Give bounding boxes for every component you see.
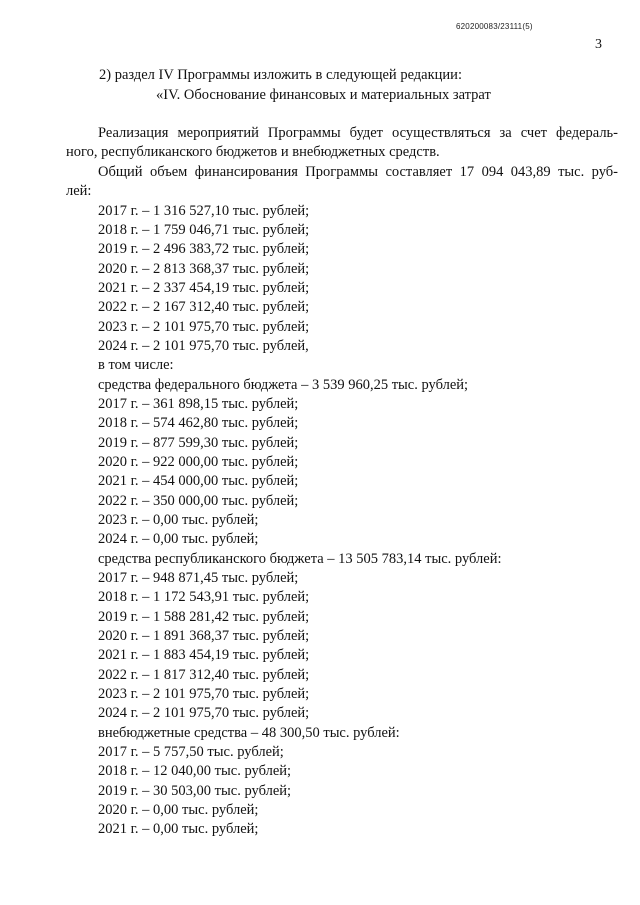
document-code: 620200083/23111(5) (456, 22, 533, 31)
republican-year-line: 2017 г. – 948 871,45 тыс. рублей; (98, 570, 299, 586)
page-number: 3 (595, 37, 602, 52)
paragraph-2-line-1: Общий объем финансирования Программы составляет 17 094 043,89 тыс. руб- (98, 164, 618, 180)
paragraph-1-line-1: Реализация мероприятий Программы будет осуществляться за счет федераль- (98, 125, 618, 141)
total-year-line: 2024 г. – 2 101 975,70 тыс. рублей, (98, 338, 309, 354)
extrabudgetary-header: внебюджетные средства – 48 300,50 тыс. рублей: (98, 725, 400, 741)
federal-year-line: 2023 г. – 0,00 тыс. рублей; (98, 512, 259, 528)
total-year-line: 2021 г. – 2 337 454,19 тыс. рублей; (98, 280, 310, 296)
total-year-line: 2018 г. – 1 759 046,71 тыс. рублей; (98, 222, 310, 238)
republican-year-line: 2021 г. – 1 883 454,19 тыс. рублей; (98, 647, 310, 663)
republican-year-line: 2022 г. – 1 817 312,40 тыс. рублей; (98, 667, 310, 683)
total-year-line: 2017 г. – 1 316 527,10 тыс. рублей; (98, 203, 310, 219)
total-year-line: 2023 г. – 2 101 975,70 тыс. рублей; (98, 319, 310, 335)
paragraph-2-line-2: лей: (66, 183, 92, 199)
federal-year-line: 2024 г. – 0,00 тыс. рублей; (98, 531, 259, 547)
federal-year-line: 2020 г. – 922 000,00 тыс. рублей; (98, 454, 299, 470)
extrabudgetary-year-line: 2018 г. – 12 040,00 тыс. рублей; (98, 763, 292, 779)
extrabudgetary-year-line: 2020 г. – 0,00 тыс. рублей; (98, 802, 259, 818)
federal-year-line: 2019 г. – 877 599,30 тыс. рублей; (98, 435, 299, 451)
including-label: в том числе: (98, 357, 174, 373)
total-year-line: 2020 г. – 2 813 368,37 тыс. рублей; (98, 261, 310, 277)
federal-year-line: 2021 г. – 454 000,00 тыс. рублей; (98, 473, 299, 489)
total-year-line: 2019 г. – 2 496 383,72 тыс. рублей; (98, 241, 310, 257)
republican-year-line: 2018 г. – 1 172 543,91 тыс. рублей; (98, 589, 310, 605)
section-title: «IV. Обоснование финансовых и материальных затрат (156, 87, 491, 103)
extrabudgetary-year-line: 2017 г. – 5 757,50 тыс. рублей; (98, 744, 284, 760)
republican-year-line: 2023 г. – 2 101 975,70 тыс. рублей; (98, 686, 310, 702)
federal-year-line: 2017 г. – 361 898,15 тыс. рублей; (98, 396, 299, 412)
republican-year-line: 2020 г. – 1 891 368,37 тыс. рублей; (98, 628, 310, 644)
section-intro: 2) раздел IV Программы изложить в следующей редакции: (99, 67, 462, 83)
extrabudgetary-year-line: 2021 г. – 0,00 тыс. рублей; (98, 821, 259, 837)
federal-year-line: 2022 г. – 350 000,00 тыс. рублей; (98, 493, 299, 509)
federal-year-line: 2018 г. – 574 462,80 тыс. рублей; (98, 415, 299, 431)
republican-year-line: 2019 г. – 1 588 281,42 тыс. рублей; (98, 609, 310, 625)
republican-budget-header: средства республиканского бюджета – 13 505 783,14 тыс. рублей: (98, 551, 502, 567)
paragraph-1-line-2: ного, республиканского бюджетов и внебюджетных средств. (66, 144, 440, 160)
republican-year-line: 2024 г. – 2 101 975,70 тыс. рублей; (98, 705, 310, 721)
federal-budget-header: средства федерального бюджета – 3 539 960,25 тыс. рублей; (98, 377, 469, 393)
extrabudgetary-year-line: 2019 г. – 30 503,00 тыс. рублей; (98, 783, 292, 799)
total-year-line: 2022 г. – 2 167 312,40 тыс. рублей; (98, 299, 310, 315)
